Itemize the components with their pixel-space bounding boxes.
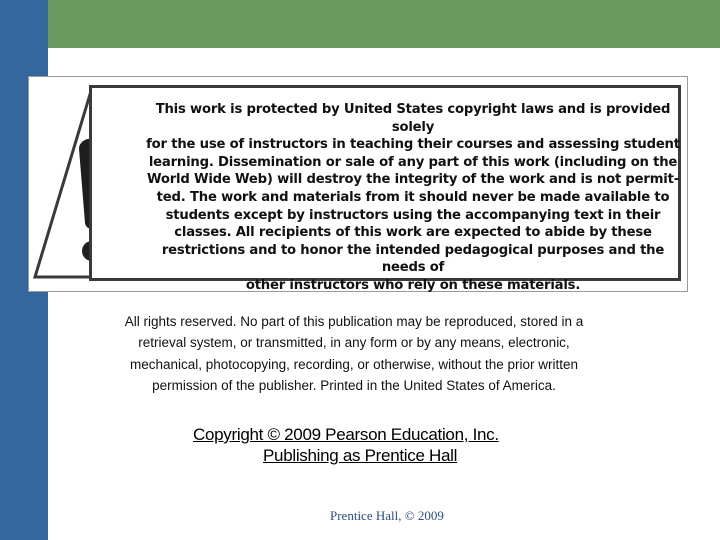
rights-line: All rights reserved. No part of this publication may be reproduced, stored in a [124, 314, 584, 329]
notice-line: other instructors who rely on these materials. [245, 277, 581, 293]
rights-reserved-statement [74, 311, 634, 397]
rights-line: mechanical, photocopying, recording, or otherwise, without the prior written [130, 356, 578, 372]
top-accent-bar [48, 0, 720, 48]
notice-line: learning. Dissemination or sale of any part of this work (including on the [148, 154, 678, 170]
notice-line: This work is protected by United States copyright laws and is provided solely [155, 102, 671, 135]
publisher-line: Publishing as Prentice Hall [263, 446, 458, 465]
notice-line: restrictions and to honor the intended pedagogical purposes and the needs of [161, 242, 665, 276]
copyright-notice-image [28, 76, 688, 292]
notice-line: World Wide Web) will destroy the integrity of the work and is not permit- [147, 172, 679, 188]
footer-credit: Prentice Hall, © 2009 [330, 508, 444, 523]
notice-line: for the use of instructors in teaching their courses and assessing student [146, 137, 680, 153]
notice-line: students except by instructors using the accompanying text in their [165, 207, 661, 223]
copyright-line: Copyright © 2009 Pearson Education, Inc. [193, 425, 499, 444]
rights-line: retrieval system, or transmitted, in any form or by any means, electronic, [138, 335, 570, 351]
copyright-notice-text [139, 101, 687, 295]
notice-line: classes. All recipients of this work are expected to abide by these [174, 225, 652, 241]
notice-line: ted. The work and materials from it should never be made available to [156, 189, 670, 205]
rights-line: permission of the publisher. Printed in the United States of America. [152, 378, 556, 394]
